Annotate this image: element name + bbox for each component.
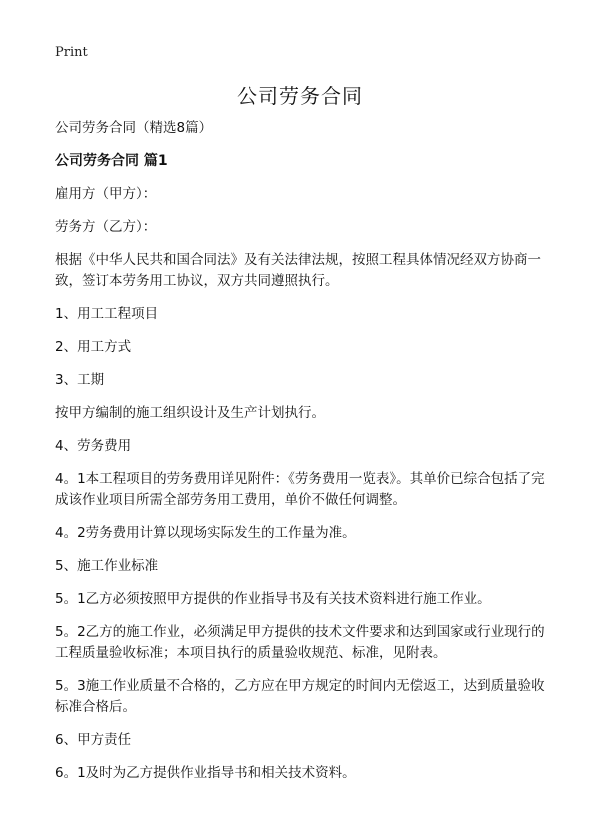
clause-4-2-text: 4。2劳务费用计算以现场实际发生的工作量为准。: [55, 525, 356, 541]
clause-2-heading: 2、用工方式: [55, 339, 132, 355]
clause-3-heading: 3、工期: [55, 372, 105, 388]
employer-party-line: 雇用方（甲方）：: [55, 186, 157, 202]
clause-5-1-text: 5。1乙方必须按照甲方提供的作业指导书及有关技术资料进行施工作业。: [55, 591, 491, 607]
clause-5-3-text: 5。3施工作业质量不合格的，乙方应在甲方规定的时间内无偿返工，达到质量验收标准合格后。: [55, 678, 545, 715]
clause-5-2-text: 5。2乙方的施工作业，必须满足甲方提供的技术文件要求和达到国家或行业现行的工程质量验收标准；本项目执行的质量验收规范、标准，见附表。: [55, 624, 545, 661]
clause-6-1-text: 6。1及时为乙方提供作业指导书和相关技术资料。: [55, 765, 356, 781]
clause-3-text: 按甲方编制的施工组织设计及生产计划执行。: [55, 405, 325, 421]
document-body: [55, 118, 555, 796]
print-link[interactable]: Print: [55, 45, 88, 60]
clause-1-heading: 1、用工工程项目: [55, 306, 159, 322]
clause-6-heading: 6、甲方责任: [55, 732, 132, 748]
document-title: 公司劳务合同: [237, 84, 363, 108]
clause-4-heading: 4、劳务费用: [55, 438, 132, 454]
section-heading: 公司劳务合同 篇1: [55, 153, 168, 169]
preamble-paragraph: 根据《中华人民共和国合同法》及有关法律法规，按照工程具体情况经双方协商一致，签订本劳务用工协议，双方共同遵照执行。: [55, 252, 541, 289]
worker-party-line: 劳务方（乙方）：: [55, 219, 157, 235]
clause-4-1-text: 4。1本工程项目的劳务费用详见附件：《劳务费用一览表》。其单价已综合包括了完成该作业项目所需全部劳务用工费用，单价不做任何调整。: [55, 471, 545, 508]
clause-5-heading: 5、施工作业标准: [55, 558, 159, 574]
document-subtitle: 公司劳务合同（精选8篇）: [55, 120, 213, 136]
